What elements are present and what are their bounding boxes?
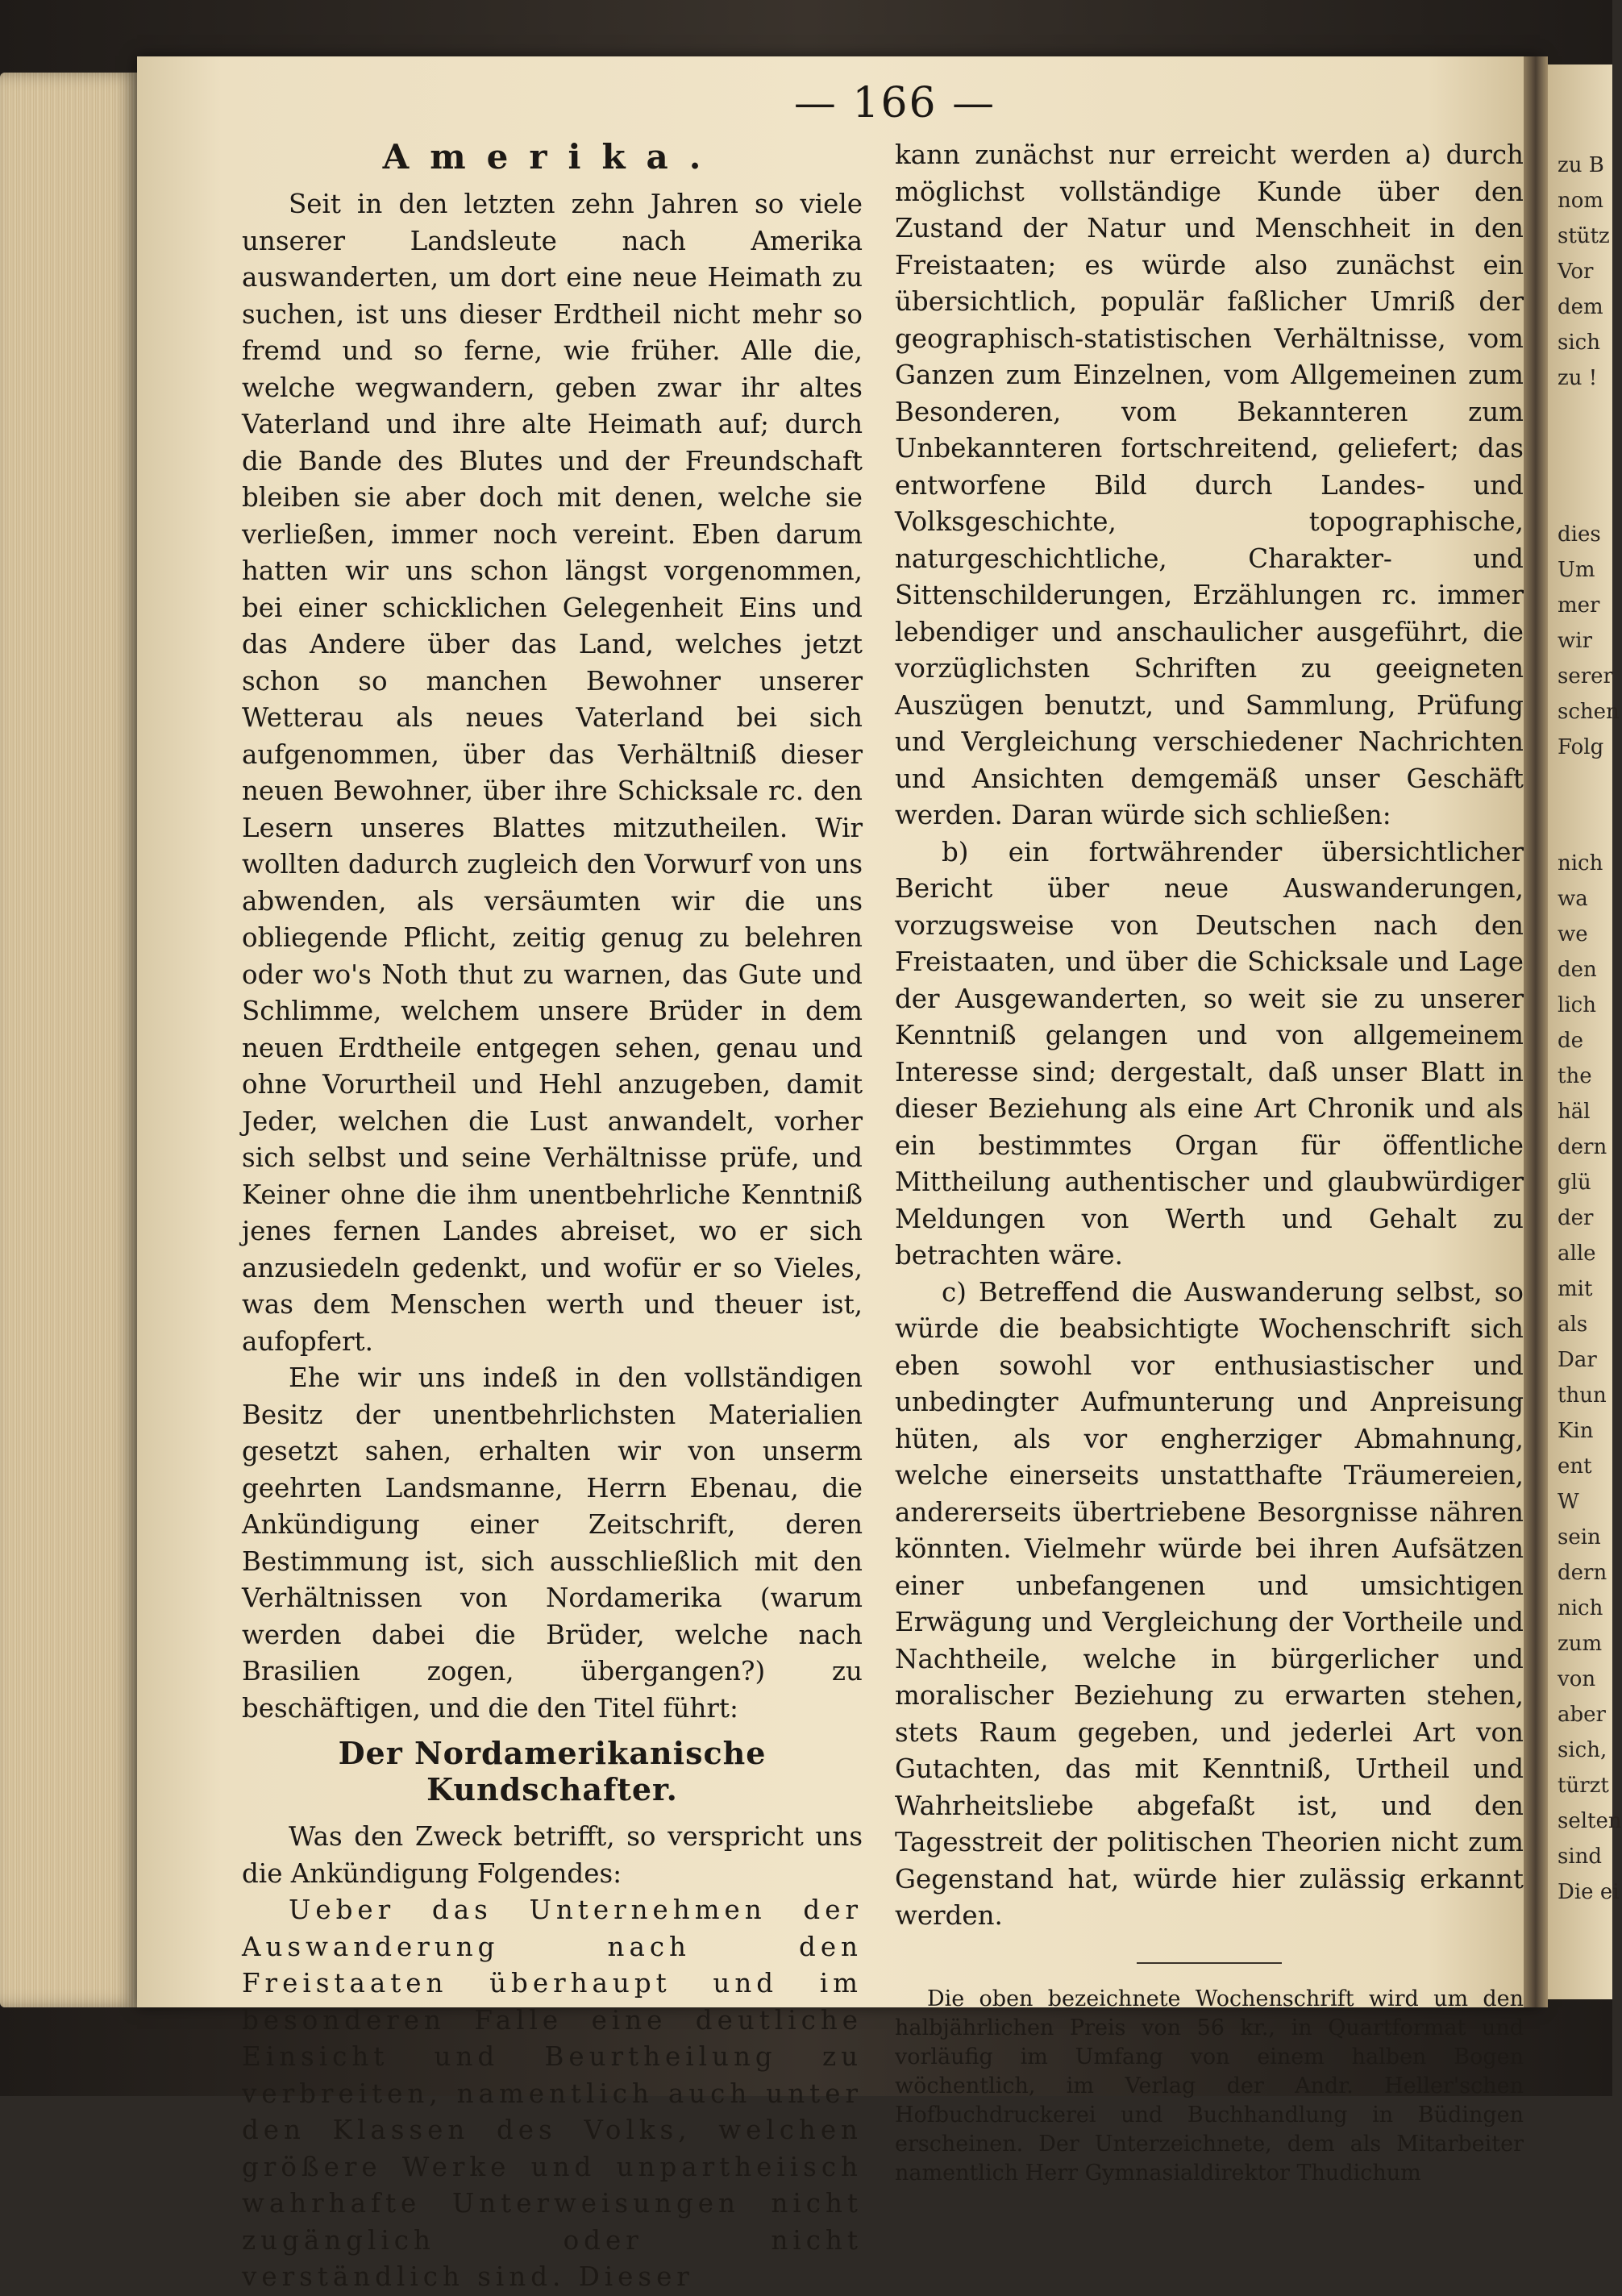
paragraph: Seit in den letzten zehn Jahren so viele unserer Landsleute nach Amerika auswanderten, um dort eine neue Heimath zu suchen, ist uns dieser Erdtheil nicht mehr so fremd und so ferne, wie früher. Alle die, welche wegwandern, geben zwar ihr altes Vaterland und ihre alte Heimath auf; durch die Bande des Blutes und der Freundschaft bleiben sie aber doch mit denen, welche sie verließen, immer noch vereint. Eben darum hatten wir uns schon längst vorgenommen, bei einer schicklichen Gelegenheit Eins und das Andere über das Land, welches jetzt schon so manchen Bewohner unserer Wetterau als neues Vaterland bei sich aufgenommen, über das Verhältniß dieser neuen Bewohner, über ihre Schicksale rc. den Lesern unseres Blattes mitzutheilen. Wir wollten dadurch zugleich den Vorwurf von uns abwenden, als versäumten wir die uns obliegende Pflicht, zeitig genug zu belehren oder wo's Noth thut zu warnen, das Gute und Schlimme, welchem unsere Brüder in dem neuen Erdtheile entgegen sehen, genau und ohne Vorurtheil und Hehl anzugeben, damit Jeder, welchen die Lust anwandelt, vorher sich selbst und seine Verhältnisse prüfe, und Keiner ohne die ihm unentbehrliche Kenntniß jenes fernen Landes abreiset, wo er sich anzusiedeln gedenkt, und wofür er so Vieles, was dem Menschen werth und theuer ist, aufopfert. bbox=[242, 189, 863, 1357]
adjacent-page-fragment: zu ! bbox=[1558, 366, 1598, 390]
adjacent-page-fragment: Kin bbox=[1558, 1419, 1594, 1443]
adjacent-page-fragment: glü bbox=[1558, 1171, 1591, 1195]
adjacent-page-fragment: dies bbox=[1558, 522, 1601, 547]
adjacent-page-fragment: dern bbox=[1558, 1561, 1607, 1585]
adjacent-page-fragment: wir bbox=[1558, 629, 1592, 653]
adjacent-page-fragment: thun bbox=[1558, 1383, 1607, 1408]
footnote-divider bbox=[1137, 1962, 1282, 1964]
right-column bbox=[895, 137, 1524, 2188]
adjacent-page-fragment: lich bbox=[1558, 993, 1596, 1017]
adjacent-page-fragment: the bbox=[1558, 1064, 1592, 1088]
adjacent-page-fragment: W bbox=[1558, 1490, 1579, 1514]
adjacent-page-fragment: mer bbox=[1558, 593, 1600, 618]
adjacent-page-fragment: stütz bbox=[1558, 224, 1610, 248]
adjacent-page-fragment: nich bbox=[1558, 851, 1603, 876]
adjacent-page-fragment: der bbox=[1558, 1206, 1594, 1230]
adjacent-page-fragment: de bbox=[1558, 1029, 1584, 1053]
adjacent-page-fragment: Vor bbox=[1558, 260, 1594, 284]
footnote: Die oben bezeichnete Wochenschrift wird um den halbjährlichen Preis von 56 kr., in Quartformat und vorläufig im Umfang von einem halben Bogen wöchentlich, im Verlag der Andr. Heller'schen Hofbuchdruckerei und Buchhandlung in Büdingen erscheinen. Der Unterzeichnete, dem als Mitarbeiter namentlich Herr Gymnasialdirektor Thudichum bbox=[895, 1986, 1524, 2186]
paragraph: Ehe wir uns indeß in den vollständigen Besitz der unentbehrlichsten Materialien gesetzt sahen, erhalten wir von unserm geehrten Landsmanne, Herrn Ebenau, die Ankündigung einer Zeitschrift, deren Bestimmung ist, sich ausschließlich mit den Verhältnissen von Nordamerika (warum werden dabei die Brüder, welche nach Brasilien zogen, übergangen?) zu beschäftigen, und die den Titel führt: bbox=[242, 1362, 863, 1724]
paragraph: kann zunächst nur erreicht werden a) durch möglichst vollständige Kunde über den Zustand der Natur und Menschheit in den Freistaaten; es würde also zunächst ein übersichtlich, populär faßlicher Umriß der geographisch-statistischen Verhältnisse, vom Ganzen zum Einzelnen, vom Allgemeinen zum Besonderen, vom Bekannteren zum Unbekannteren fortschreitend, geliefert; das entworfene Bild durch Landes- und Volksgeschichte, topographische, naturgeschichtliche, Charakter- und Sittenschilderungen, Erzählungen rc. immer lebendiger und anschaulicher ausgeführt, die vorzüglichsten Schriften zu geeigneten Auszügen benutzt, und Sammlung, Prüfung und Vergleichung verschiedener Nachrichten und Ansichten demgemäß unser Geschäft werden. Daran würde sich schließen: bbox=[895, 139, 1524, 830]
section-title: Amerika. bbox=[382, 137, 722, 177]
adjacent-page-fragment: serer bbox=[1558, 664, 1613, 688]
adjacent-page-fragment: sich, bbox=[1558, 1738, 1607, 1762]
paragraph: b) ein fortwährender übersichtlicher Bericht über neue Auswanderungen, vorzugsweise von Deutschen nach den Freistaaten, und über die Schicksale und Lage der Ausgewanderten, so weit sie zu unserer Kenntniß gelangen und von allgemeinem Interesse sind; dergestalt, daß unser Blatt in dieser Beziehung als eine Art Chronik und als ein bestimmtes Organ für öffentliche Mittheilung authentischer und glaubwürdiger Meldungen von Werth und Gehalt zu betrachten wäre. bbox=[895, 836, 1524, 1271]
paragraph: Ueber das Unternehmen der Auswanderung nach den Freistaaten überhaupt und im besonderen Falle eine deutliche Einsicht und Beurtheilung zu verbreiten, namentlich auch unter den Klassen des Volks, welchen größere Werke und unpartheiisch wahrhafte Unterweisungen nicht zugänglich oder nicht verständlich sind. Dieser bbox=[242, 1895, 863, 2292]
adjacent-page-fragment: als bbox=[1558, 1312, 1588, 1337]
adjacent-page-fragment: häl bbox=[1558, 1100, 1591, 1124]
adjacent-page-fragment: mit bbox=[1558, 1277, 1593, 1301]
adjacent-page-fragment: sich bbox=[1558, 331, 1600, 355]
adjacent-page-fragment: den bbox=[1558, 958, 1597, 982]
adjacent-page-fragment: nom bbox=[1558, 189, 1604, 213]
page-number: — 166 — bbox=[793, 79, 996, 127]
paragraph: Was den Zweck betrifft, so verspricht uns die Ankündigung Folgendes: bbox=[242, 1821, 863, 1889]
adjacent-page-fragment: alle bbox=[1558, 1242, 1596, 1266]
adjacent-page-fragment: sind bbox=[1558, 1845, 1603, 1869]
book-gutter bbox=[1524, 56, 1548, 2007]
adjacent-page-fragment: Um bbox=[1558, 558, 1595, 582]
paragraph: c) Betreffend die Auswanderung selbst, so würde die beabsichtigte Wochenschrift sich eben sowohl vor enthusiastischer und unbedingter Aufmunterung und Anpreisung hüten, als vor engherziger Abmahnung, welche einerseits unstatthafte Träumereien, andererseits übertriebene Besorgnisse nähren könnten. Vielmehr würde bei ihren Aufsätzen einer unbefangenen und umsichtigen Erwägung und Vergleichung der Vortheile und Nachtheile, welche in bürgerlicher und moralischer Beziehung zu erwarten stehen, stets Raum gegeben, und jederlei Art von Gutachten, das mit Kenntniß, Urtheil und Wahrheitsliebe abgefaßt ist, und den Tagesstreit der politischen Theorien nicht zum Gegenstand hat, würde hier zulässig erkannt werden. bbox=[895, 1276, 1524, 1931]
adjacent-page-fragment: we bbox=[1558, 922, 1588, 946]
adjacent-page-fragment: türzt bbox=[1558, 1774, 1609, 1798]
adjacent-page-fragment: schen bbox=[1558, 700, 1620, 724]
adjacent-page-fragment: Folg bbox=[1558, 735, 1604, 759]
adjacent-page-fragment: nich bbox=[1558, 1596, 1603, 1620]
adjacent-page-fragment: dern bbox=[1558, 1135, 1607, 1159]
left-column bbox=[242, 137, 863, 2296]
adjacent-page-fragment: ent bbox=[1558, 1454, 1592, 1479]
adjacent-page-fragment: dem bbox=[1558, 295, 1603, 319]
adjacent-page-fragment: von bbox=[1558, 1667, 1596, 1691]
adjacent-page-fragment: sein bbox=[1558, 1525, 1601, 1549]
adjacent-page-fragment: Dar bbox=[1558, 1348, 1597, 1372]
periodical-title: Der Nordamerikanische Kundschafter. bbox=[338, 1735, 767, 1807]
adjacent-page-fragment: aber bbox=[1558, 1703, 1606, 1727]
adjacent-page-fragment: zum bbox=[1558, 1632, 1603, 1656]
adjacent-page-fragment: selten bbox=[1558, 1809, 1622, 1833]
adjacent-page-fragment: Die ei bbox=[1558, 1880, 1620, 1904]
adjacent-page-fragment: zu B bbox=[1558, 153, 1604, 177]
adjacent-page bbox=[1548, 64, 1622, 1999]
book-page-edges bbox=[0, 73, 137, 2007]
adjacent-page-fragment: wa bbox=[1558, 887, 1588, 911]
